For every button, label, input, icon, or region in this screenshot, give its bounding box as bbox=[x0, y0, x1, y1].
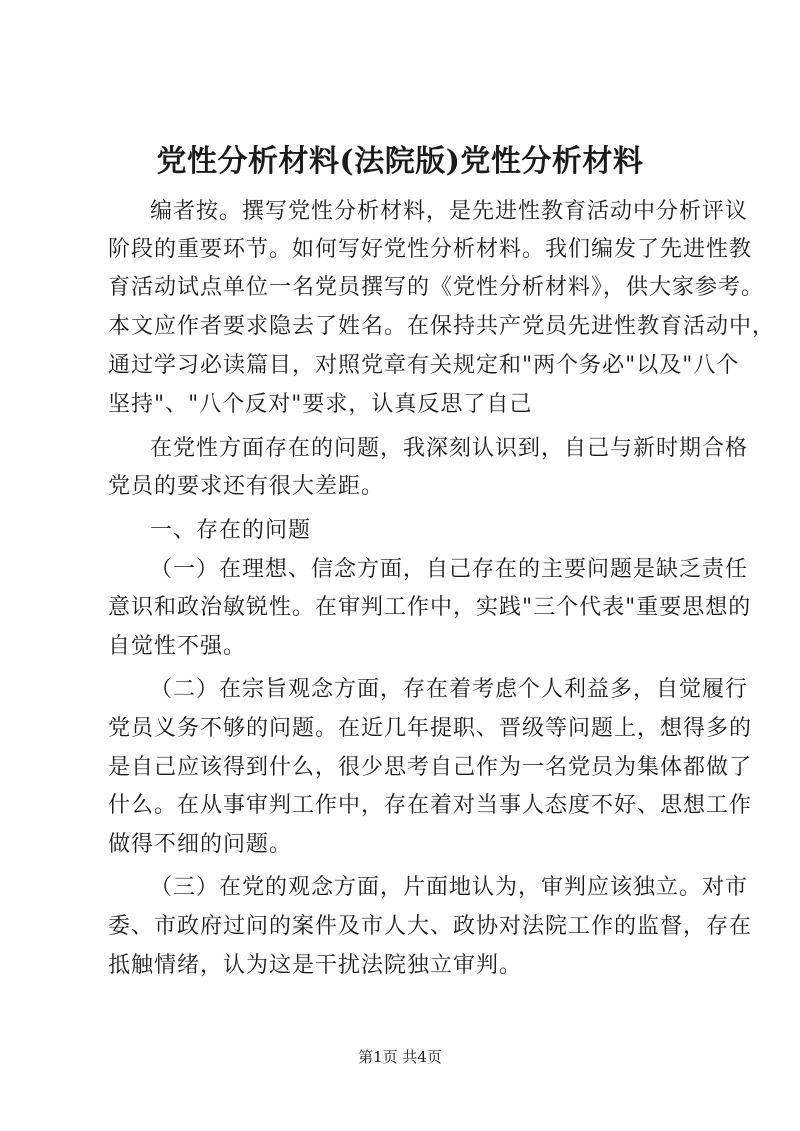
body-line: 什么。在从事审判工作中，存在着对当事人态度不好、思想工作 bbox=[108, 793, 753, 818]
section-heading: 一、存在的问题 bbox=[150, 518, 312, 543]
body-line: 坚持"、"八个反对"要求，认真反思了自己 bbox=[108, 392, 533, 417]
body-line: 阶段的重要环节。如何写好党性分析材料。我们编发了先进性教 bbox=[108, 237, 753, 262]
body-line: 通过学习必读篇目，对照党章有关规定和"两个务必"以及"八个 bbox=[108, 353, 740, 378]
body-line: （一）在理想、信念方面，自己存在的主要问题是缺乏责任 bbox=[150, 557, 749, 582]
body-line: 育活动试点单位一名党员撰写的《党性分析材料》，供大家参考。 bbox=[108, 275, 765, 300]
body-line: 编者按。撰写党性分析材料，是先进性教育活动中分析评议 bbox=[150, 199, 749, 224]
body-line: 党员义务不够的问题。在近几年提职、晋级等问题上，想得多的 bbox=[108, 716, 753, 741]
body-line: 本文应作者要求隐去了姓名。在保持共产党员先进性教育活动中， bbox=[108, 314, 776, 339]
body-line: 委、市政府过问的案件及市人大、政协对法院工作的监督，存在 bbox=[108, 914, 753, 939]
body-line: 党员的要求还有很大差距。 bbox=[108, 474, 385, 499]
body-line: （三）在党的观念方面，片面地认为，审判应该独立。对市 bbox=[150, 875, 749, 900]
body-line: 是自己应该得到什么，很少思考自己作为一名党员为集体都做了 bbox=[108, 755, 753, 780]
document-title: 党性分析材料(法院版)党性分析材料 bbox=[156, 144, 644, 179]
page-number-footer: 第1页 共4页 bbox=[358, 1048, 442, 1066]
body-line: 意识和政治敏锐性。在审判工作中，实践"三个代表"重要思想的 bbox=[108, 595, 752, 620]
body-line: 自觉性不强。 bbox=[108, 634, 247, 659]
body-line: 抵触情绪，认为这是干扰法院独立审判。 bbox=[108, 953, 523, 978]
body-line: 做得不细的问题。 bbox=[108, 832, 293, 857]
body-line: （二）在宗旨观念方面，存在着考虑个人利益多，自觉履行 bbox=[150, 677, 749, 702]
body-line: 在党性方面存在的问题，我深刻认识到，自己与新时期合格 bbox=[150, 436, 749, 461]
